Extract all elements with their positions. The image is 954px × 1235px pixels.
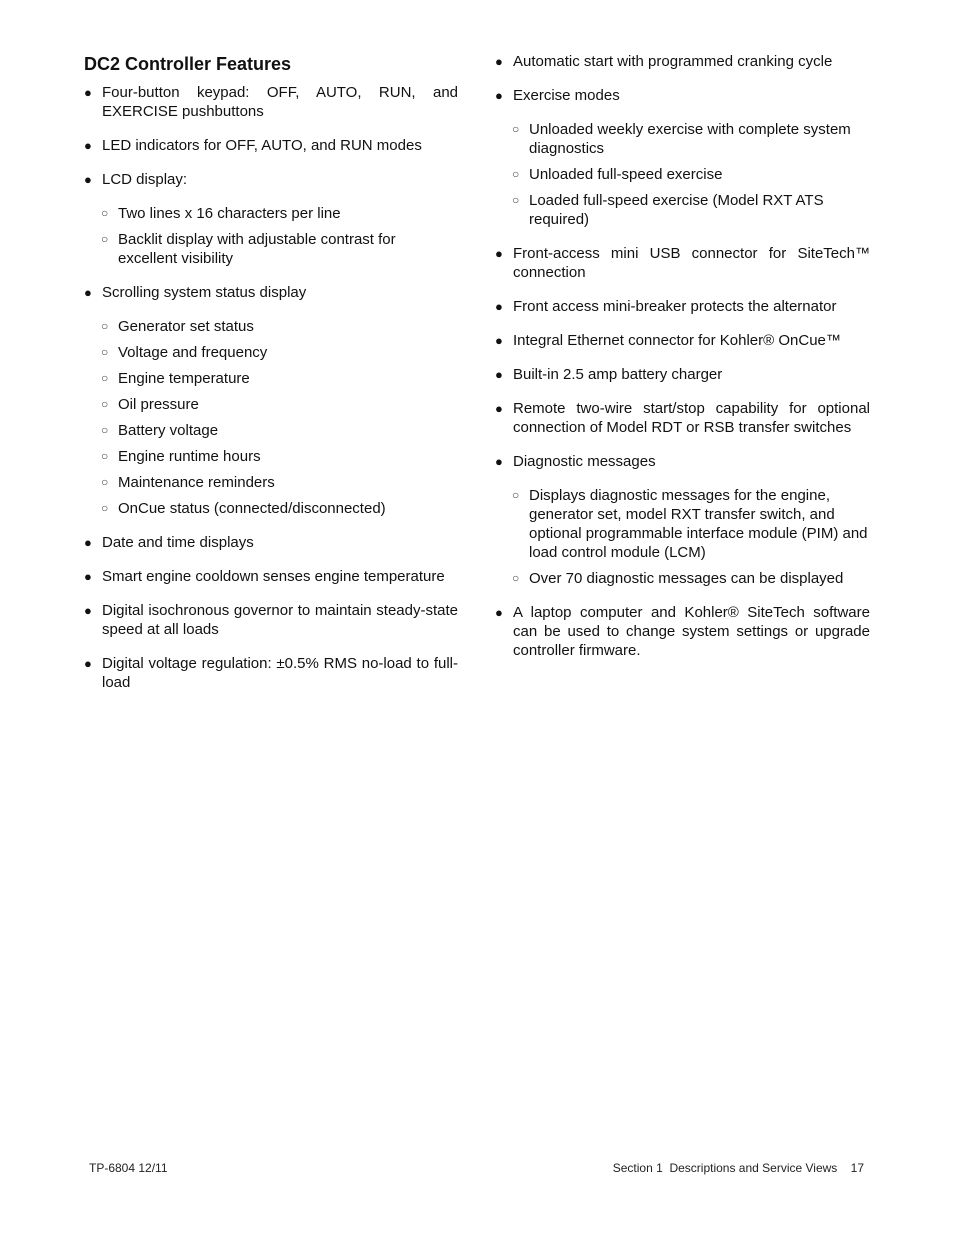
sub-bullet-circle-icon: ○	[512, 122, 520, 136]
sub-item	[84, 317, 458, 336]
bullet-dot-icon: ●	[84, 656, 92, 671]
sub-item-text: Generator set status	[118, 318, 254, 335]
sub-item-text: Over 70 diagnostic messages can be displayed	[529, 570, 844, 587]
bullet-dot-icon: ●	[84, 285, 92, 300]
bullet-text: Integral Ethernet connector for Kohler® OnCue™	[513, 332, 841, 349]
left-bullet-list	[84, 83, 458, 692]
bullet-text: Front-access mini USB connector for SiteTech™ connection	[513, 245, 870, 281]
sub-bullet-circle-icon: ○	[101, 475, 109, 489]
sub-item-text: Engine runtime hours	[118, 448, 261, 465]
sub-item-text: Displays diagnostic messages for the engine, generator set, model RXT transfer switch, and optional programmable interface module (PIM) and load control module (LCM)	[529, 487, 868, 561]
left-column	[84, 83, 458, 707]
sub-list	[84, 317, 458, 518]
bullet-dot-icon: ●	[495, 367, 503, 382]
bullet-text: Automatic start with programmed cranking cycle	[513, 53, 833, 70]
sub-bullet-circle-icon: ○	[101, 371, 109, 385]
sub-item-text: Unloaded full-speed exercise	[529, 166, 723, 183]
bullet-item	[84, 533, 458, 552]
sub-bullet-circle-icon: ○	[101, 397, 109, 411]
sub-item	[84, 204, 458, 223]
bullet-text: Diagnostic messages	[513, 453, 656, 470]
bullet-item	[495, 86, 870, 105]
bullet-text: Scrolling system status display	[102, 284, 307, 301]
sub-item	[84, 421, 458, 440]
bullet-dot-icon: ●	[495, 246, 503, 261]
bullet-dot-icon: ●	[84, 535, 92, 550]
sub-item	[84, 343, 458, 362]
sub-list	[495, 120, 870, 229]
bullet-text: Front access mini-breaker protects the alternator	[513, 298, 837, 315]
bullet-dot-icon: ●	[495, 401, 503, 416]
section-title: DC2 Controller Features	[84, 54, 292, 74]
sub-item	[84, 230, 458, 268]
bullet-dot-icon: ●	[84, 85, 92, 100]
bullet-dot-icon: ●	[495, 88, 503, 103]
sub-item	[495, 165, 870, 184]
sub-bullet-circle-icon: ○	[512, 167, 520, 181]
bullet-text: LCD display:	[102, 171, 188, 188]
sub-item-text: Loaded full-speed exercise (Model RXT ATS required)	[529, 192, 824, 228]
sub-bullet-circle-icon: ○	[101, 423, 109, 437]
right-bullet-list	[495, 52, 870, 660]
bullet-item	[495, 331, 870, 350]
bullet-dot-icon: ●	[495, 333, 503, 348]
sub-bullet-circle-icon: ○	[101, 501, 109, 515]
bullet-dot-icon: ●	[84, 138, 92, 153]
bullet-text: Exercise modes	[513, 87, 620, 104]
sub-bullet-circle-icon: ○	[101, 206, 109, 220]
bullet-item	[84, 283, 458, 302]
bullet-dot-icon: ●	[84, 172, 92, 187]
footer-section-page: Section 1 Descriptions and Service Views 17	[612, 1161, 864, 1175]
bullet-dot-icon: ●	[84, 603, 92, 618]
sub-item	[495, 486, 870, 562]
sub-item-text: OnCue status (connected/disconnected)	[118, 500, 386, 517]
bullet-dot-icon: ●	[84, 569, 92, 584]
sub-item-text: Voltage and frequency	[118, 344, 268, 361]
sub-item	[84, 447, 458, 466]
sub-item	[84, 499, 458, 518]
sub-item-text: Engine temperature	[118, 370, 250, 387]
bullet-item	[84, 654, 458, 692]
sub-bullet-circle-icon: ○	[512, 193, 520, 207]
bullet-item	[495, 244, 870, 282]
sub-item-text: Oil pressure	[118, 396, 199, 413]
bullet-text: Built-in 2.5 amp battery charger	[513, 366, 723, 383]
bullet-text: Digital voltage regulation: ±0.5% RMS no-load to full-load	[102, 655, 458, 691]
bullet-dot-icon: ●	[495, 454, 503, 469]
bullet-dot-icon: ●	[495, 605, 503, 620]
bullet-item	[84, 601, 458, 639]
bullet-item	[495, 452, 870, 471]
right-column	[495, 52, 870, 675]
sub-item	[84, 395, 458, 414]
footer-doc-id: TP-6804 12/11	[89, 1161, 168, 1175]
sub-item-text: Two lines x 16 characters per line	[118, 205, 341, 222]
sub-item	[495, 120, 870, 158]
bullet-text: LED indicators for OFF, AUTO, and RUN modes	[102, 137, 422, 154]
bullet-text: Four-button keypad: OFF, AUTO, RUN, and EXERCISE pushbuttons	[102, 84, 458, 120]
bullet-item	[84, 83, 458, 121]
bullet-text: Date and time displays	[102, 534, 254, 551]
bullet-item	[84, 136, 458, 155]
bullet-item	[84, 170, 458, 189]
sub-item-text: Battery voltage	[118, 422, 219, 439]
bullet-text: Remote two-wire start/stop capability for optional connection of Model RDT or RSB transfer switches	[513, 400, 870, 436]
bullet-item	[495, 297, 870, 316]
sub-list	[495, 486, 870, 588]
bullet-text: Digital isochronous governor to maintain steady-state speed at all loads	[102, 602, 458, 638]
bullet-item	[495, 52, 870, 71]
sub-bullet-circle-icon: ○	[512, 488, 520, 502]
bullet-text: Smart engine cooldown senses engine temperature	[102, 568, 445, 585]
sub-list	[84, 204, 458, 268]
bullet-text: A laptop computer and Kohler® SiteTech software can be used to change system settings or upgrade controller firmware.	[513, 604, 870, 659]
sub-bullet-circle-icon: ○	[101, 449, 109, 463]
sub-item	[495, 191, 870, 229]
sub-item-text: Maintenance reminders	[118, 474, 275, 491]
bullet-item	[495, 603, 870, 660]
bullet-item	[495, 399, 870, 437]
bullet-dot-icon: ●	[495, 299, 503, 314]
bullet-item	[495, 365, 870, 384]
bullet-dot-icon: ●	[495, 54, 503, 69]
sub-item	[84, 369, 458, 388]
sub-item	[495, 569, 870, 588]
sub-bullet-circle-icon: ○	[512, 571, 520, 585]
sub-item	[84, 473, 458, 492]
bullet-item	[84, 567, 458, 586]
sub-item-text: Unloaded weekly exercise with complete system diagnostics	[529, 121, 851, 157]
sub-bullet-circle-icon: ○	[101, 319, 109, 333]
sub-bullet-circle-icon: ○	[101, 345, 109, 359]
sub-bullet-circle-icon: ○	[101, 232, 109, 246]
sub-item-text: Backlit display with adjustable contrast for excellent visibility	[118, 231, 396, 267]
